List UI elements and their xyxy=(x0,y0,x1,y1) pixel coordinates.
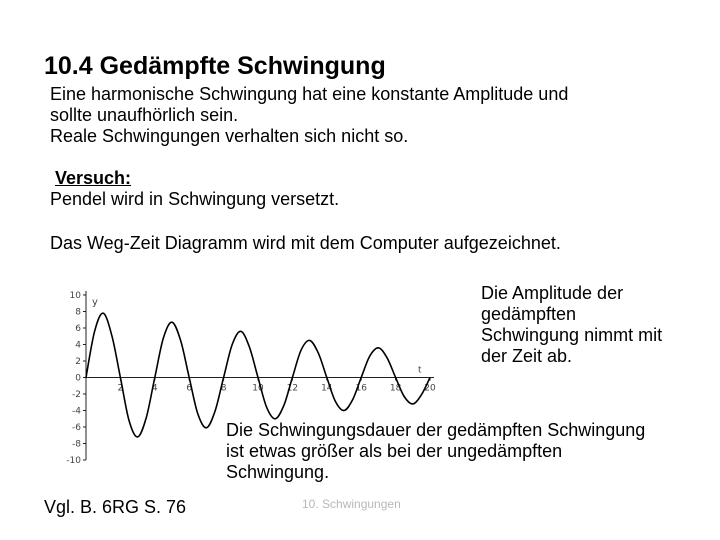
experiment-text: Pendel wird in Schwingung versetzt. xyxy=(50,189,340,209)
x-tick-label: 10 xyxy=(252,383,264,394)
y-tick-label: -2 xyxy=(72,390,81,400)
period-note-line-3: Schwingung. xyxy=(226,462,330,482)
x-tick-label: 4 xyxy=(151,383,158,394)
period-note-line-1: Die Schwingungsdauer der gedämpften Schwingung xyxy=(226,420,646,440)
x-tick-label: 6 xyxy=(186,383,193,394)
damped-wave-line xyxy=(86,313,430,437)
x-tick-label: 2 xyxy=(117,383,124,394)
experiment-block xyxy=(50,168,339,210)
y-tick-label: -8 xyxy=(72,439,81,450)
diagram-description: Das Weg-Zeit Diagramm wird mit dem Computer aufgezeichnet. xyxy=(50,233,561,253)
x-tick-label: 12 xyxy=(286,383,299,394)
y-axis-label: y xyxy=(92,297,98,308)
period-note xyxy=(226,420,645,483)
x-tick-label: 20 xyxy=(424,383,436,394)
x-tick-label: 14 xyxy=(321,383,333,394)
x-tick-label: 18 xyxy=(389,383,402,394)
amplitude-note-line-1: Die Amplitude der xyxy=(481,283,624,303)
period-note-line-2: ist etwas größer als bei der ungedämpften xyxy=(226,441,563,461)
intro-line-2: sollte unaufhörlich sein. xyxy=(50,105,239,125)
y-tick-label: -4 xyxy=(72,406,81,417)
y-tick-label: 4 xyxy=(75,340,81,351)
x-axis-label: t xyxy=(418,365,422,376)
experiment-heading: Versuch: xyxy=(55,168,132,188)
slide-footer: 10. Schwingungen xyxy=(302,497,401,511)
y-tick-label: 6 xyxy=(75,324,81,334)
x-tick-label: 16 xyxy=(355,383,367,394)
book-reference: Vgl. B. 6RG S. 76 xyxy=(44,497,187,517)
intro-line-3: Reale Schwingungen verhalten sich nicht so. xyxy=(50,126,409,146)
y-tick-label: 10 xyxy=(69,291,81,301)
y-tick-label: 2 xyxy=(75,357,81,367)
y-tick-label: -10 xyxy=(66,456,81,466)
y-tick-label: 0 xyxy=(75,373,81,384)
slide-title: 10.4 Gedämpfte Schwingung xyxy=(44,52,386,80)
amplitude-note-line-2: gedämpften xyxy=(481,304,577,324)
y-tick-label: -6 xyxy=(72,423,81,433)
intro-text xyxy=(50,84,568,147)
x-tick-label: 8 xyxy=(220,383,227,394)
amplitude-note-line-4: der Zeit ab. xyxy=(481,346,573,366)
amplitude-note xyxy=(481,283,662,367)
intro-line-1: Eine harmonische Schwingung hat eine konstante Amplitude und xyxy=(50,84,569,104)
amplitude-note-line-3: Schwingung nimmt mit xyxy=(481,325,663,345)
y-tick-label: 8 xyxy=(75,307,81,318)
